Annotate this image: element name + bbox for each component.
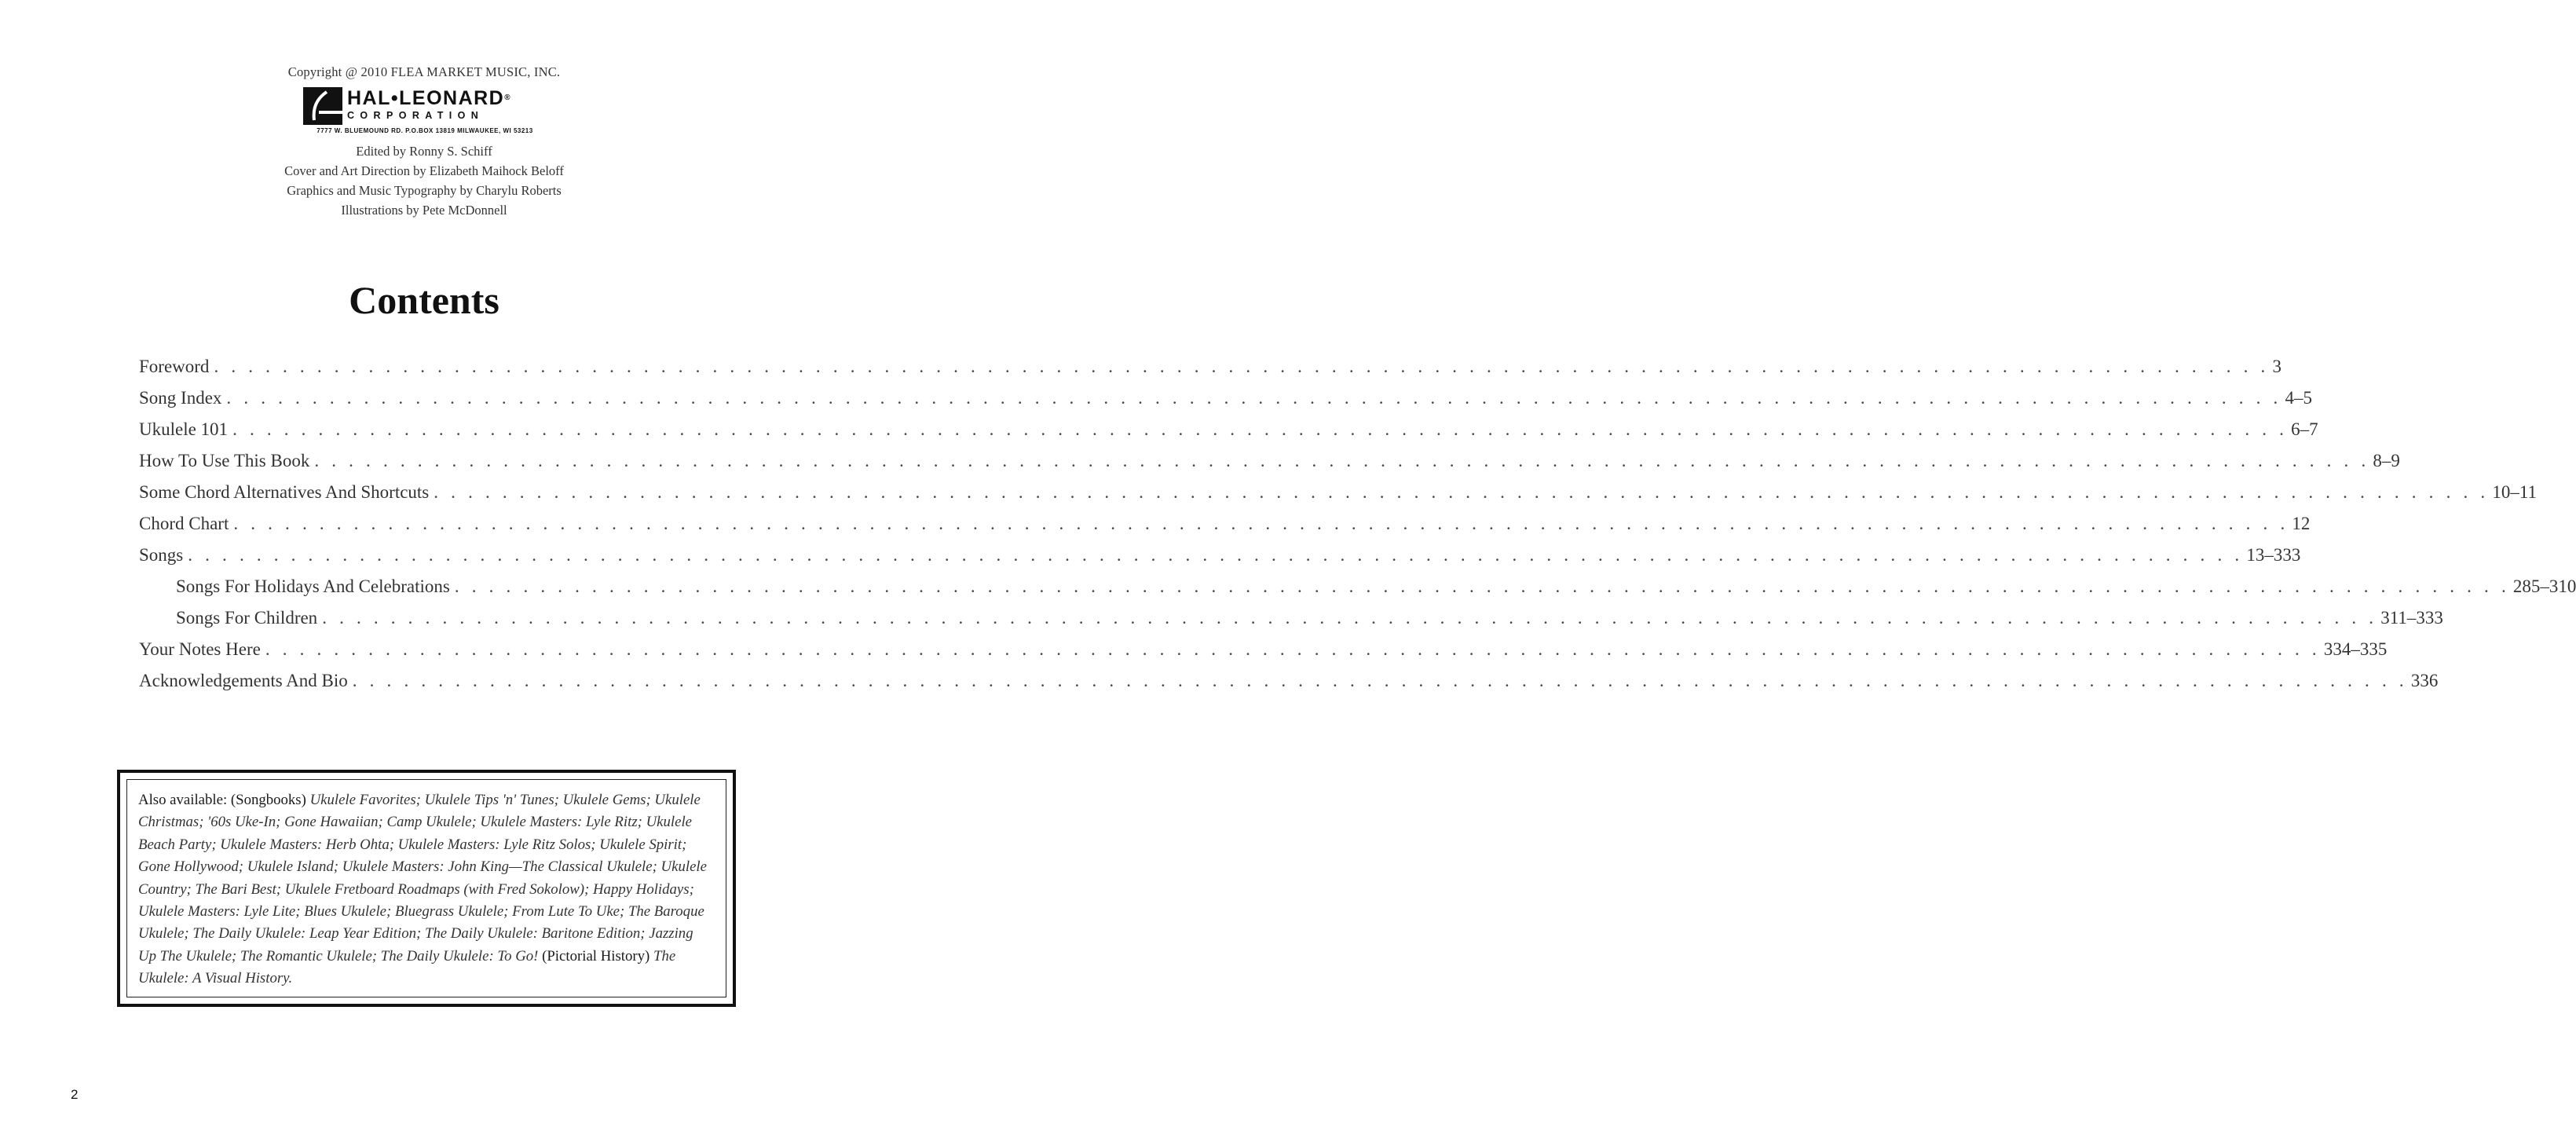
toc-entry [139,477,2537,508]
toc-entry-label: Chord Chart [139,514,229,533]
toc-entry-label: Songs [139,545,184,565]
toc-entry-label: Song Index [139,388,222,408]
toc-leader-dots: . . . . . . . . . . . . . . . . . . . . . . . . . . . . . . . . . . . . . . . . . . . . . . . . . . . . . . . . . . . . . . . . . . . . . . . . . . . . . . . . . . . . . . . . . . . . . . . . . . . . . . . . . . . . . . . . . . . . . . . . [214,357,2270,376]
toc-entry [139,571,2576,602]
contents-title: Contents [349,278,499,322]
toc-entry [139,414,2318,445]
toc-leader-dots: . . . . . . . . . . . . . . . . . . . . . . . . . . . . . . . . . . . . . . . . . . . . . . . . . . . . . . . . . . . . . . . . . . . . . . . . . . . . . . . . . . . . . . . . . . . . . . . . . . . . . . . . . . . . . . . . . . . . . . . . [226,388,2282,408]
credit-line: Cover and Art Direction by Elizabeth Maihock Beloff [284,163,564,178]
pictorial-history-label: (Pictorial History) [542,947,653,964]
toc-entry-page: 334–335 [2323,639,2388,659]
hal-leonard-logo [298,85,550,140]
toc-entry-label: Some Chord Alternatives And Shortcuts [139,482,430,502]
toc-entry-label: Foreword [139,357,210,376]
toc-entry-label: Songs For Holidays And Celebrations [176,576,450,596]
toc-entry-page: 4–5 [2285,388,2312,408]
toc-leader-dots: . . . . . . . . . . . . . . . . . . . . . . . . . . . . . . . . . . . . . . . . . . . . . . . . . . . . . . . . . . . . . . . . . . . . . . . . . . . . . . . . . . . . . . . . . . . . . . . . . . . . . . . . . . . . . . . . . . . . . . . . [232,419,2289,439]
toc-entry [139,540,2301,571]
toc-leader-dots: . . . . . . . . . . . . . . . . . . . . . . . . . . . . . . . . . . . . . . . . . . . . . . . . . . . . . . . . . . . . . . . . . . . . . . . . . . . . . . . . . . . . . . . . . . . . . . . . . . . . . . . . . . . . . . . . . . . . . . . . [322,608,2378,628]
toc-entry-label: Your Notes Here [139,639,261,659]
toc-leader-dots: . . . . . . . . . . . . . . . . . . . . . . . . . . . . . . . . . . . . . . . . . . . . . . . . . . . . . . . . . . . . . . . . . . . . . . . . . . . . . . . . . . . . . . . . . . . . . . . . . . . . . . . . . . . . . . . . . . . . . . . . [265,639,2321,659]
logo-corporation: CORPORATION [347,110,485,121]
toc-entry [139,445,2400,477]
songbooks-label: (Songbooks) [230,792,310,808]
songbooks-list: Ukulele Favorites; Ukulele Tips 'n' Tunes; Ukulele Gems; Ukulele Christmas; '60s Uke-In; Gone Hawaiian; Camp Ukulele; Ukulele Masters: Lyle Ritz; Ukulele Beach Party; Ukulele Masters: Herb Ohta; Ukulele Masters: Lyle Ritz Solos; Ukulele Spirit; Gone Hollywood; Ukulele Island; Ukulele Masters: John King—The Classical Ukulele; Ukulele Country; The Bari Best; Ukulele Fretboard Roadmaps (with Fred Sokolow); Happy Holidays; Ukulele Masters: Lyle Lite; Blues Ukulele; Bluegrass Ukulele; From Lute To Uke; The Baroque Ukulele; The Daily Ukulele: Leap Year Edition; The Daily Ukulele: Baritone Edition; Jazzing Up The Ukulele; The Romantic Ukulele; The Daily Ukulele: To Go! [138,792,707,964]
toc-entry-page: 8–9 [2373,451,2400,470]
also-available-lead: Also available: [138,792,231,808]
table-of-contents [139,351,2576,697]
logo-wordmark: HAL•LEONARD® [347,87,510,109]
toc-entry-page: 10–11 [2492,482,2537,502]
toc-entry [139,351,2281,382]
toc-leader-dots: . . . . . . . . . . . . . . . . . . . . . . . . . . . . . . . . . . . . . . . . . . . . . . . . . . . . . . . . . . . . . . . . . . . . . . . . . . . . . . . . . . . . . . . . . . . . . . . . . . . . . . . . . . . . . . . . . . . . . . . . [352,671,2408,690]
publisher-address: 7777 W. BLUEMOUND RD. P.O.BOX 13819 MILWAUKEE, WI 53213 [317,127,533,134]
pictorial-history-title: The Ukulele: A Visual History. [138,947,676,987]
copyright-line: Copyright @ 2010 FLEA MARKET MUSIC, INC. [287,64,561,79]
toc-entry [139,382,2312,414]
toc-entry-page: 13–333 [2246,545,2301,565]
toc-entry-page: 12 [2292,514,2311,533]
credit-line: Illustrations by Pete McDonnell [341,203,507,218]
toc-entry-page: 311–333 [2380,608,2443,628]
toc-leader-dots: . . . . . . . . . . . . . . . . . . . . . . . . . . . . . . . . . . . . . . . . . . . . . . . . . . . . . . . . . . . . . . . . . . . . . . . . . . . . . . . . . . . . . . . . . . . . . . . . . . . . . . . . . . . . . . . . . . . . . . . . [314,451,2370,470]
toc-entry-page: 3 [2272,357,2281,376]
toc-entry-label: Ukulele 101 [139,419,229,439]
toc-leader-dots: . . . . . . . . . . . . . . . . . . . . . . . . . . . . . . . . . . . . . . . . . . . . . . . . . . . . . . . . . . . . . . . . . . . . . . . . . . . . . . . . . . . . . . . . . . . . . . . . . . . . . . . . . . . . . . . . . . . . . . . . [233,514,2289,533]
front-matter [0,62,848,220]
credit-list [0,141,848,220]
page-number: 2 [71,1087,79,1102]
toc-entry [139,634,2388,665]
toc-entry [139,602,2443,634]
toc-entry-page: 6–7 [2291,419,2318,439]
credit-line: Graphics and Music Typography by Charylu Roberts [287,183,562,198]
toc-leader-dots: . . . . . . . . . . . . . . . . . . . . . . . . . . . . . . . . . . . . . . . . . . . . . . . . . . . . . . . . . . . . . . . . . . . . . . . . . . . . . . . . . . . . . . . . . . . . . . . . . . . . . . . . . . . . . . . . . . . . . . . . [454,576,2510,596]
toc-entry-label: Songs For Children [176,608,318,628]
toc-entry-page: 285–310 [2512,576,2576,596]
credit-line: Edited by Ronny S. Schiff [356,144,492,159]
also-available-text [138,789,715,990]
also-available-box [117,770,736,1007]
toc-entry-page: 336 [2410,671,2439,690]
toc-leader-dots: . . . . . . . . . . . . . . . . . . . . . . . . . . . . . . . . . . . . . . . . . . . . . . . . . . . . . . . . . . . . . . . . . . . . . . . . . . . . . . . . . . . . . . . . . . . . . . . . . . . . . . . . . . . . . . . . . . . . . . . . [188,545,2244,565]
toc-entry [139,665,2439,697]
toc-leader-dots: . . . . . . . . . . . . . . . . . . . . . . . . . . . . . . . . . . . . . . . . . . . . . . . . . . . . . . . . . . . . . . . . . . . . . . . . . . . . . . . . . . . . . . . . . . . . . . . . . . . . . . . . . . . . . . . . . . . . . . . . [434,482,2490,502]
toc-entry-label: Acknowledgements And Bio [139,671,348,690]
toc-entry [139,508,2311,540]
toc-entry-label: How To Use This Book [139,451,310,470]
also-available-inner-frame [126,779,726,997]
hal-leonard-emblem-icon [303,87,342,125]
